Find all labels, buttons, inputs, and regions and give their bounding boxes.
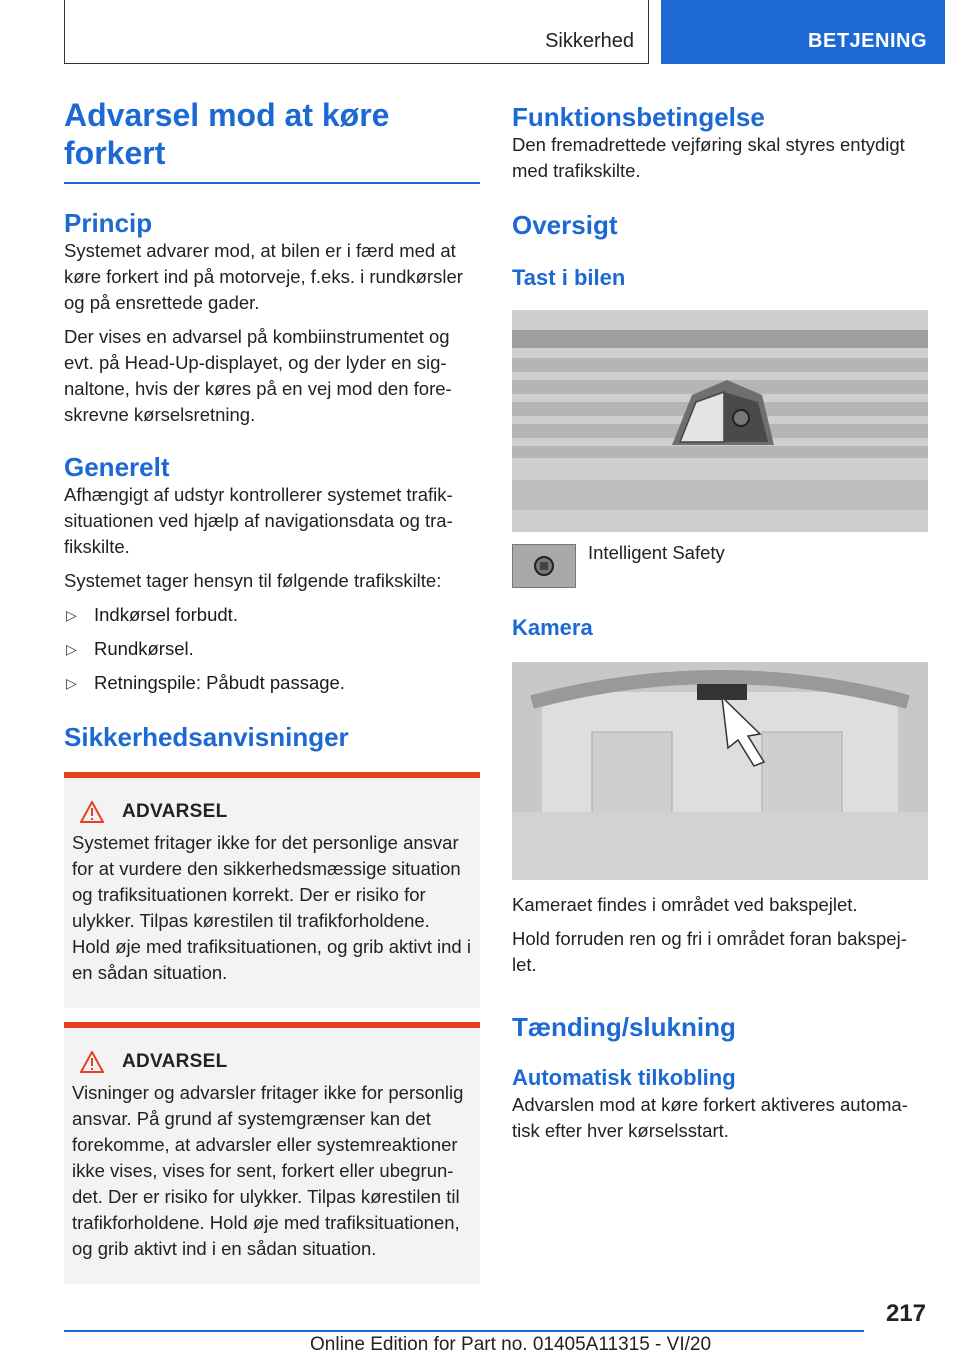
footer-edition: Online Edition for Part no. 01405A11315 - VI/20 xyxy=(310,1334,712,1355)
warning-label: ADVARSEL xyxy=(122,1051,228,1072)
principle-text-1: Systemet advarer mod, at bilen er i færd med at køre forkert ind på motorveje, f.eks. i rundkørsler og på ensrettede gader. xyxy=(64,240,463,313)
right-column xyxy=(512,102,928,1144)
camera-photo xyxy=(512,662,928,880)
ignition-heading: Tænding/slukning xyxy=(512,1012,736,1042)
header-chapter-tab xyxy=(661,0,945,64)
principle-heading: Princip xyxy=(64,208,153,238)
general-text-1: Afhængigt af udstyr kontrollerer systemet trafik- situationen ved hjælp af navigationsdata og tra- fikskilte. xyxy=(64,484,453,557)
list-item: ▷ Rundkørsel. xyxy=(64,636,480,662)
triangle-bullet-icon: ▷ xyxy=(66,641,77,657)
auto-text: Advarslen mod at køre forkert aktiveres automa- tisk efter hver kørselsstart. xyxy=(512,1094,908,1141)
header-section-tab xyxy=(64,0,649,64)
triangle-bullet-icon: ▷ xyxy=(66,607,77,623)
general-heading: Generelt xyxy=(64,452,170,482)
button-photo xyxy=(512,310,928,532)
legend-row xyxy=(512,544,928,588)
camera-text-1: Kameraet findes i området ved bakspejlet. xyxy=(512,894,858,915)
warning-text: Systemet fritager ikke for det personlige ansvar for at vurdere den sikkerhedsmæssige situation og trafiksituationen korrekt. Der er risiko for ulykker. Tilpas kørestilen til trafikforholdene. Hold øje med trafiksituationen, og grib aktivt ind i en sådan situation. xyxy=(72,832,471,983)
warning-box-2 xyxy=(64,1022,480,1284)
list-item: ▷ Indkørsel forbudt. xyxy=(64,602,480,628)
camera-text-2: Hold forruden ren og fri i området foran bakspej- let. xyxy=(512,928,907,975)
triangle-bullet-icon: ▷ xyxy=(66,675,77,691)
safety-heading: Sikkerhedsanvisninger xyxy=(64,722,349,752)
camera-heading: Kamera xyxy=(512,615,593,640)
condition-text: Den fremadrettede vejføring skal styres entydigt med trafikskilte. xyxy=(512,134,905,181)
page-title: Advarsel mod at køre forkert xyxy=(64,97,390,171)
footer-rule xyxy=(64,1330,864,1332)
condition-heading: Funktionsbetingelse xyxy=(512,102,765,132)
list-item: ▷ Retningspile: Påbudt passage. xyxy=(64,670,480,696)
overview-heading: Oversigt xyxy=(512,210,618,240)
header-section-label: Sikkerhed xyxy=(545,30,634,52)
intelligent-safety-button-icon xyxy=(512,544,576,588)
auto-heading: Automatisk tilkobling xyxy=(512,1065,736,1090)
general-text-2: Systemet tager hensyn til følgende trafikskilte: xyxy=(64,570,442,591)
warning-triangle-icon xyxy=(80,1051,104,1073)
legend-text: Intelligent Safety xyxy=(588,542,725,563)
button-heading: Tast i bilen xyxy=(512,265,626,290)
header-chapter-label: BETJENING xyxy=(808,30,927,52)
page-number: 217 xyxy=(885,1300,926,1327)
warning-label: ADVARSEL xyxy=(122,801,228,822)
left-column xyxy=(64,96,480,1284)
warning-box-1 xyxy=(64,772,480,1008)
sign-list xyxy=(64,602,480,696)
title-rule xyxy=(64,182,480,184)
warning-triangle-icon xyxy=(80,801,104,823)
principle-text-2: Der vises en advarsel på kombiinstrumentet og evt. på Head-Up-displayet, og der lyder en sig- naltone, hvis der køres på en vej mod den fore- skrevne kørselsretning. xyxy=(64,326,452,425)
warning-text: Visninger og advarsler fritager ikke for personlig ansvar. På grund af systemgrænser kan det forekomme, at advarsler eller systemreaktioner ikke vises, vises for sent, forkert eller ubegrun- det. Der er risiko for ulykker. Tilpas kørestilen til trafikforholdene. Hold øje med trafiksituationen, og grib aktivt ind i en sådan situation. xyxy=(72,1082,464,1259)
